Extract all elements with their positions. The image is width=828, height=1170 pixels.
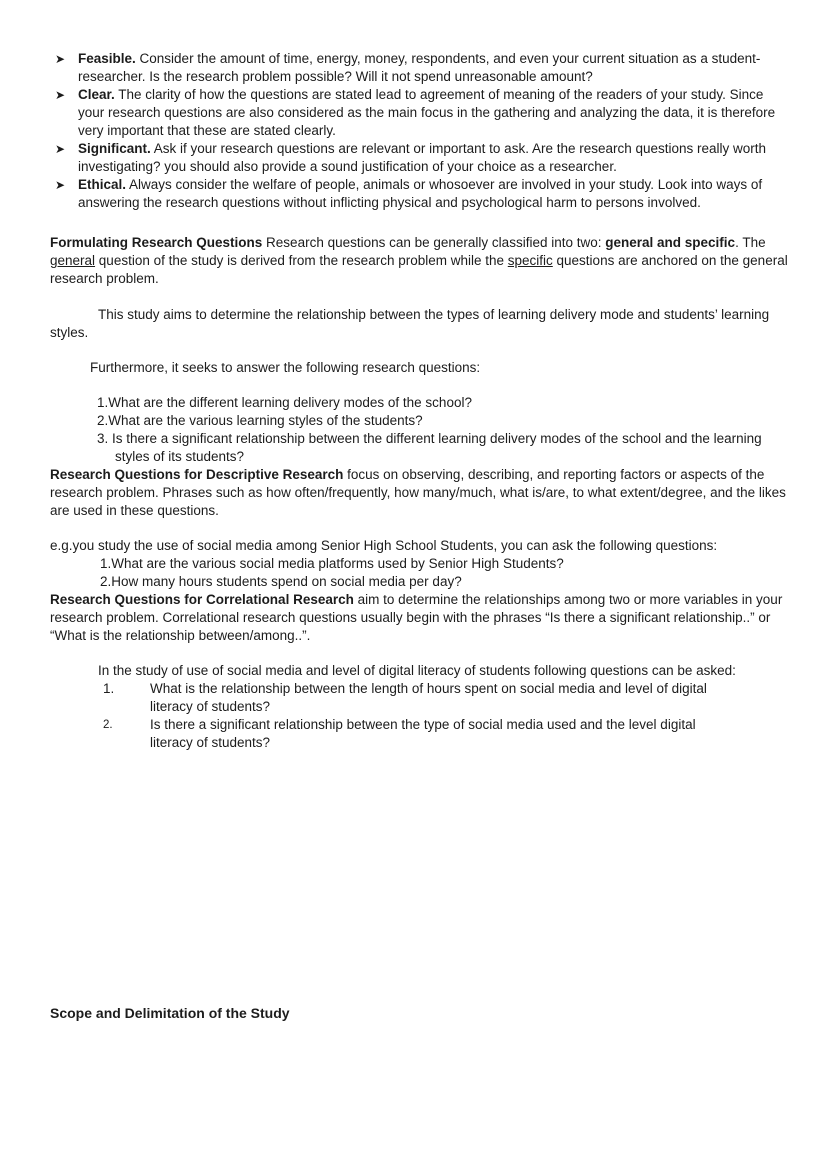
bullet-detail: The clarity of how the questions are stated lead to agreement of meaning of the readers of your study. Since your research questions are also considered as the main focus in the gathering and analyzing the data, it is therefore very important that these are stated clearly. (78, 87, 776, 138)
bullet-item-ethical (50, 176, 788, 212)
digital-literacy-questions-list (103, 680, 788, 752)
underlined-word-specific: specific (507, 253, 553, 268)
text-segment: questions are anchored on the general research problem. (50, 253, 788, 286)
inline-heading: Research Questions for Descriptive Research (50, 467, 344, 482)
research-questions-list (50, 394, 788, 466)
paragraph-formulating-research-questions (50, 234, 788, 288)
inline-heading: Research Questions for Correlational Research (50, 592, 354, 607)
list-text: Is there a significant relationship between the type of social media used and the level digital literacy of students? (150, 717, 696, 750)
bullet-lead: Feasible. (78, 51, 136, 66)
bullet-item-clear (50, 86, 788, 140)
paragraph-in-study: In the study of use of social media and level of digital literacy of students following questions can be asked: (98, 663, 736, 678)
example-question-2: 2.How many hours students spend on social media per day? (100, 574, 462, 589)
research-question-2: 2.What are the various learning styles of the students? (97, 413, 423, 428)
bullet-lead: Clear. (78, 87, 115, 102)
arrow-bullet-icon: ➤ (55, 52, 66, 66)
bullet-item-significant (50, 140, 788, 176)
paragraph-example-intro: e.g.you study the use of social media among Senior High School Students, you can ask the following questions: (50, 538, 718, 553)
bullet-detail: Consider the amount of time, energy, money, respondents, and even your current situation as a student-researcher. Is the research problem possible? Will it not spend unreasonable amount? (78, 51, 761, 84)
paragraph-furthermore: Furthermore, it seeks to answer the following research questions: (90, 360, 481, 375)
inline-heading: Formulating Research Questions (50, 235, 263, 250)
bullet-detail: Always consider the welfare of people, animals or whosoever are involved in your study. Look into ways of answering the research questions without inflicting physical and psychological harm to persons involved. (78, 177, 763, 210)
paragraph-correlational-research (50, 591, 788, 645)
bullet-text (78, 86, 788, 140)
arrow-bullet-icon: ➤ (55, 178, 66, 192)
arrow-bullet-icon: ➤ (55, 142, 66, 156)
text-segment: Research questions can be generally classified into two: (262, 235, 606, 250)
example-question-1: 1.What are the various social media platforms used by Senior High Students? (100, 556, 564, 571)
text-segment: focus on observing, describing, and reporting factors or aspects of the research problem. Phrases such as how often/frequently, how many/much, what is/are, to what extent/degree, and the likes are used in these questions. (50, 467, 786, 518)
criteria-bullet-list (50, 50, 788, 212)
bullet-text (78, 140, 788, 176)
text-segment: . The (735, 235, 766, 250)
bullet-item-feasible (50, 50, 788, 86)
list-number: 2. (103, 719, 113, 731)
bullet-text (78, 50, 788, 86)
digital-literacy-question-2 (103, 716, 788, 752)
bullet-text (78, 176, 788, 212)
research-question-3: 3. Is there a significant relationship between the different learning delivery modes of the school and the learning styles of its students? (97, 431, 762, 464)
bold-phrase: general and specific (605, 235, 736, 250)
scope-delimitation-heading: Scope and Delimitation of the Study (50, 1005, 290, 1021)
underlined-word-general: general (50, 253, 96, 268)
bullet-detail: Ask if your research questions are relevant or important to ask. Are the research questions really worth investigating? you should also provide a sound justification of your choice as a researcher. (78, 141, 767, 174)
list-text: What is the relationship between the length of hours spent on social media and level of digital literacy of students? (150, 681, 707, 714)
research-question-1: 1.What are the different learning delivery modes of the school? (97, 395, 472, 410)
paragraph-descriptive-research (50, 466, 788, 520)
list-number: 1. (103, 681, 115, 696)
bullet-lead: Significant. (78, 141, 151, 156)
paragraph-study-aims: This study aims to determine the relationship between the types of learning delivery mode and students’ learning styles. (50, 307, 770, 340)
bullet-lead: Ethical. (78, 177, 127, 192)
text-segment: aim to determine the relationships among two or more variables in your research problem. Correlational research questions usually begin with the phrases “Is there a significant relationship..” or “What is the relationship between/among..”. (50, 592, 783, 643)
arrow-bullet-icon: ➤ (55, 88, 66, 102)
digital-literacy-question-1 (103, 680, 788, 716)
example-questions-list (100, 555, 788, 591)
text-segment: question of the study is derived from the research problem while the (95, 253, 508, 268)
